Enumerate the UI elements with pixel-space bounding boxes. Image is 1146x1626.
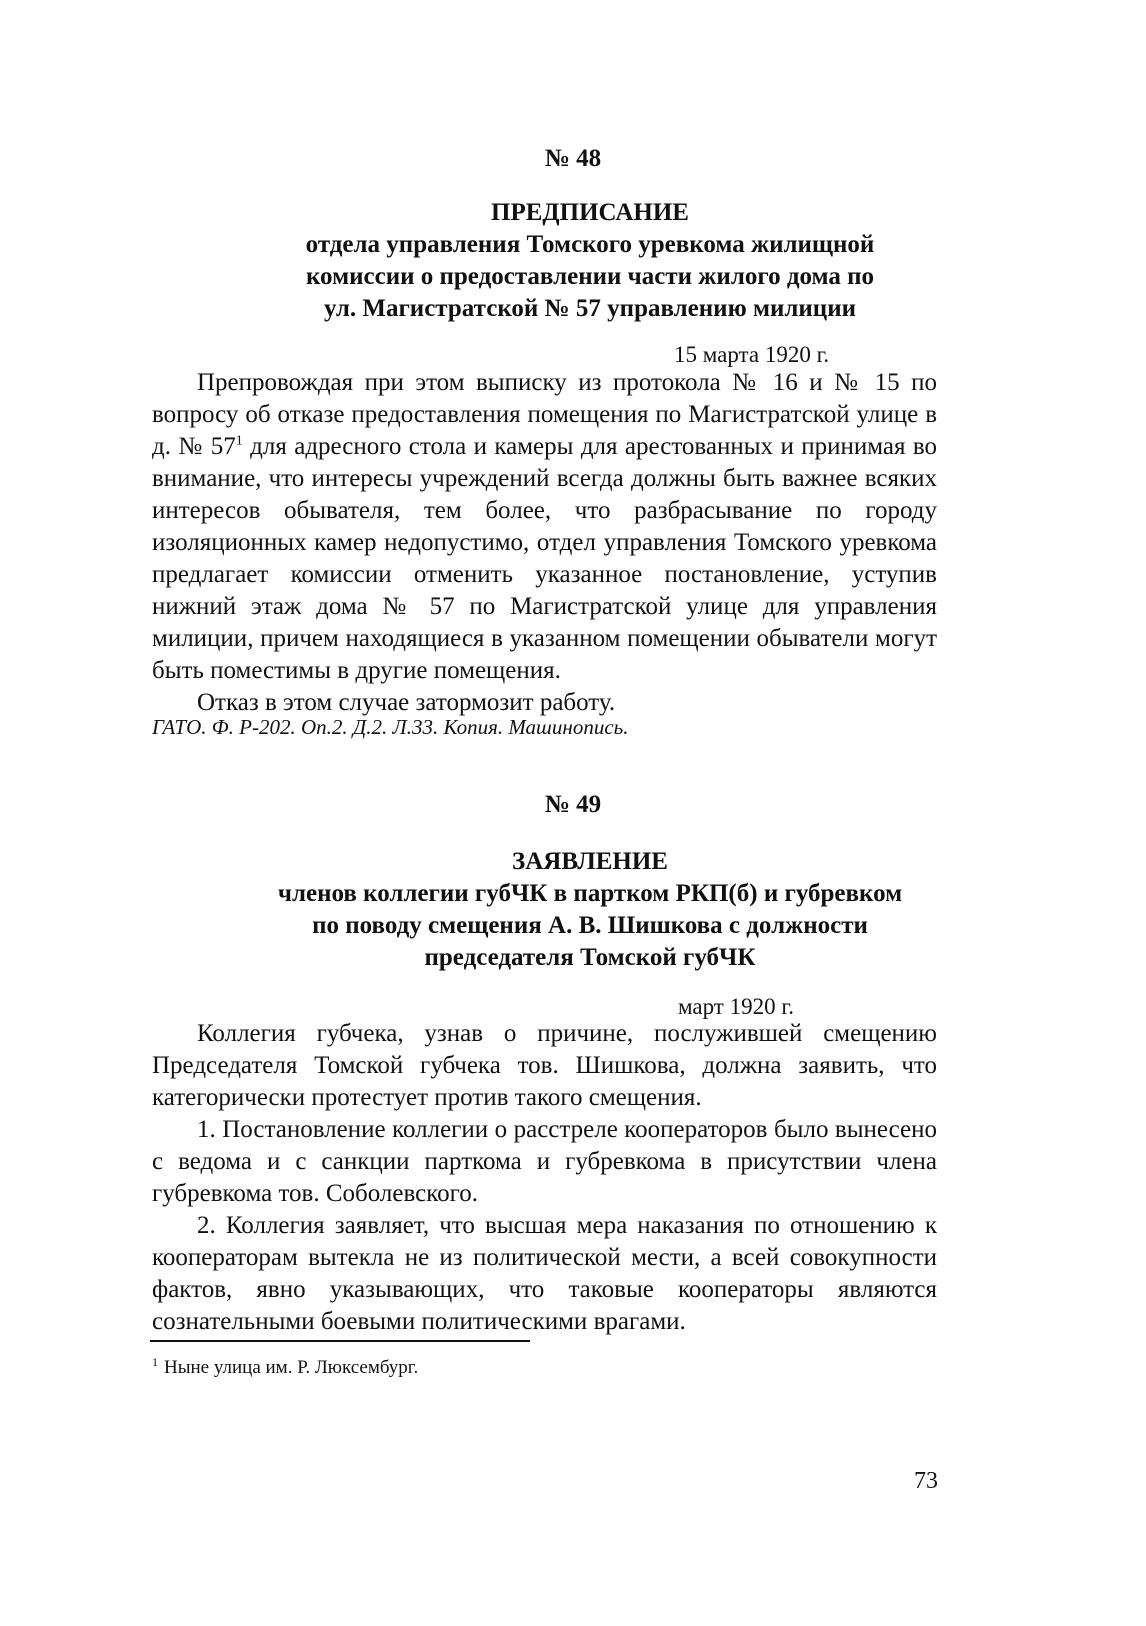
document-49-date: март 1920 г. (678, 994, 794, 1019)
footnote-separator (150, 1340, 530, 1342)
footnote (152, 1356, 418, 1380)
document-48-paragraph-text: Препровождая при этом выписку из протокола № 16 и № 15 по вопросу об отказе предоставления помещения по Магистратской улице в д. № 57 (152, 369, 937, 460)
document-49-body (152, 1018, 937, 1338)
document-48-number: № 48 (544, 145, 602, 172)
footnote-marker: 1 (152, 1354, 158, 1369)
document-48-title-line: комиссии о предоставлении части жилого дома по (305, 263, 875, 290)
document-48-date: 15 марта 1920 г. (674, 342, 830, 367)
page-number: 73 (914, 1468, 938, 1494)
document-49-title-line: по поводу смещения А. В. Шишкова с должности (312, 912, 868, 939)
document-48-archive-source: ГАТО. Ф. Р-202. Оп.2. Д.2. Л.33. Копия. Машинопись. (152, 715, 629, 739)
document-49-paragraph: 1. Постановление коллегии о расстреле кооператоров было вынесено с ведома и с санкции парткома и губревкома в присутствии члена губревкома тов. Соболевского. (152, 1116, 937, 1207)
document-48-title-line: отдела управления Томского уревкома жилищной (305, 231, 875, 258)
document-48-paragraph-text: для адресного стола и камеры для арестованных и принимая во внимание, что интересы учреждений всегда должны быть важнее всяких интересов обывателя, тем более, что разбрасывание по городу изоляционных камер недопустимо, отдел управления Томского уревкома предлагает комиссии отменить указанное постановление, уступив нижний этаж дома № 57 по Магистратской улице для управления милиции, причем находящиеся в указанном помещении обыватели могут быть поместимы в другие помещения. (152, 433, 938, 684)
document-48-kind: ПРЕДПИСАНИЕ (491, 199, 689, 226)
document-48-heading (200, 197, 980, 325)
footnote-text: Ныне улица им. Р. Люксембург. (164, 1357, 419, 1378)
document-49-paragraph: Коллегия губчека, узнав о причине, послужившей смещению Председателя Томской губчека тов. Шишкова, должна заявить, что категорически протестует против такого смещения. (152, 1020, 937, 1111)
document-48-body (152, 367, 937, 719)
document-49-paragraph: 2. Коллегия заявляет, что высшая мера наказания по отношению к кооператорам вытекла не из политической мести, а всей совокупности фактов, явно указывающих, что таковые кооператоры являются сознательными боевыми политическими врагами. (152, 1212, 937, 1335)
footnote-reference: 1 (235, 433, 243, 449)
document-48-title-line: ул. Магистратской № 57 управлению милиции (323, 295, 857, 322)
document-49-title-line: членов коллегии губЧК в партком РКП(б) и губревком (277, 880, 903, 907)
document-49-number: № 49 (544, 791, 602, 818)
document-48-paragraph (152, 367, 937, 687)
document-48-paragraph: Отказ в этом случае затормозит работу. (197, 689, 616, 716)
document-49-kind: ЗАЯВЛЕНИЕ (512, 848, 668, 875)
document-49-title-line: председателя Томской губЧК (424, 944, 756, 971)
document-49-heading (200, 846, 980, 974)
